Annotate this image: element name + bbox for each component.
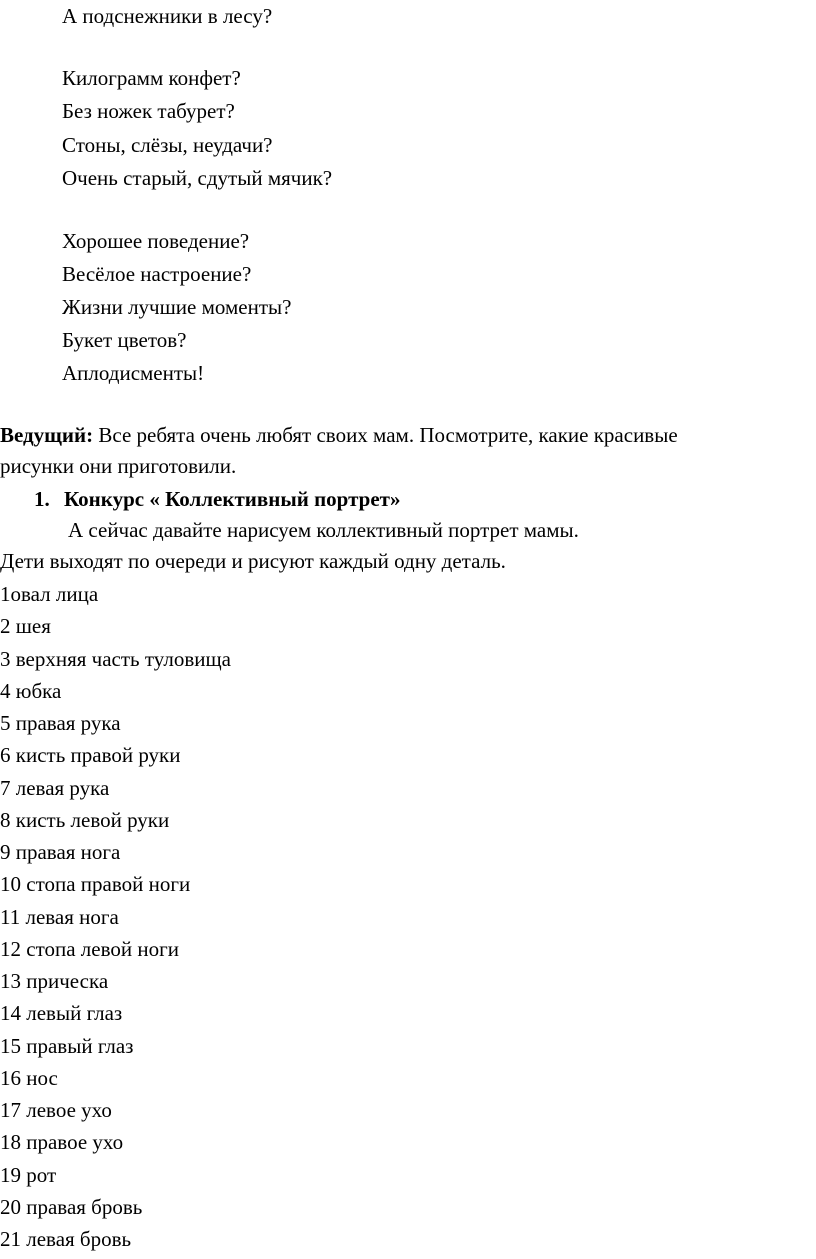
poem-line: Букет цветов? bbox=[62, 328, 187, 352]
list-item: 7 левая рука bbox=[0, 776, 110, 800]
list-item: 21 левая бровь bbox=[0, 1227, 132, 1251]
list-item: 1овал лица bbox=[0, 582, 99, 606]
list-item: 20 правая бровь bbox=[0, 1195, 143, 1219]
contest-instruction: Дети выходят по очереди и рисуют каждый одну деталь. bbox=[0, 549, 506, 573]
host-text: Все ребята очень любят своих мам. Посмотрите, какие красивые bbox=[93, 423, 678, 447]
list-item: 17 левое ухо bbox=[0, 1098, 112, 1122]
poem-line: Без ножек табурет? bbox=[62, 99, 235, 123]
list-item: 6 кисть правой руки bbox=[0, 743, 181, 767]
list-item: 2 шея bbox=[0, 614, 51, 638]
list-item: 4 юбка bbox=[0, 679, 62, 703]
poem-line: Килограмм конфет? bbox=[62, 66, 241, 90]
host-paragraph-line-1 bbox=[0, 423, 678, 447]
contest-title: Конкурс « Коллективный портрет» bbox=[64, 487, 401, 511]
host-speaker-label: Ведущий: bbox=[0, 423, 94, 447]
host-paragraph-line-2: рисунки они приготовили. bbox=[0, 454, 237, 478]
contest-intro: А сейчас давайте нарисуем коллективный портрет мамы. bbox=[68, 518, 579, 542]
list-item: 18 правое ухо bbox=[0, 1130, 124, 1154]
list-item: 13 прическа bbox=[0, 969, 109, 993]
list-item: 19 рот bbox=[0, 1163, 57, 1187]
list-item: 9 правая нога bbox=[0, 840, 121, 864]
list-item: 12 стопа левой ноги bbox=[0, 937, 179, 961]
poem-line: Весёлое настроение? bbox=[62, 262, 252, 286]
list-item: 10 стопа правой ноги bbox=[0, 872, 191, 896]
list-item: 16 нос bbox=[0, 1066, 58, 1090]
poem-line: Очень старый, сдутый мячик? bbox=[62, 166, 333, 190]
poem-line: Стоны, слёзы, неудачи? bbox=[62, 133, 273, 157]
poem-line: Жизни лучшие моменты? bbox=[62, 295, 292, 319]
list-item: 14 левый глаз bbox=[0, 1001, 123, 1025]
poem-line: Аплодисменты! bbox=[62, 361, 205, 385]
contest-number: 1. bbox=[34, 487, 50, 511]
list-item: 3 верхняя часть туловища bbox=[0, 647, 231, 671]
list-item: 5 правая рука bbox=[0, 711, 121, 735]
list-item: 11 левая нога bbox=[0, 905, 119, 929]
list-item: 15 правый глаз bbox=[0, 1034, 134, 1058]
poem-line: Хорошее поведение? bbox=[62, 229, 250, 253]
poem-line: А подснежники в лесу? bbox=[62, 4, 273, 28]
list-item: 8 кисть левой руки bbox=[0, 808, 170, 832]
